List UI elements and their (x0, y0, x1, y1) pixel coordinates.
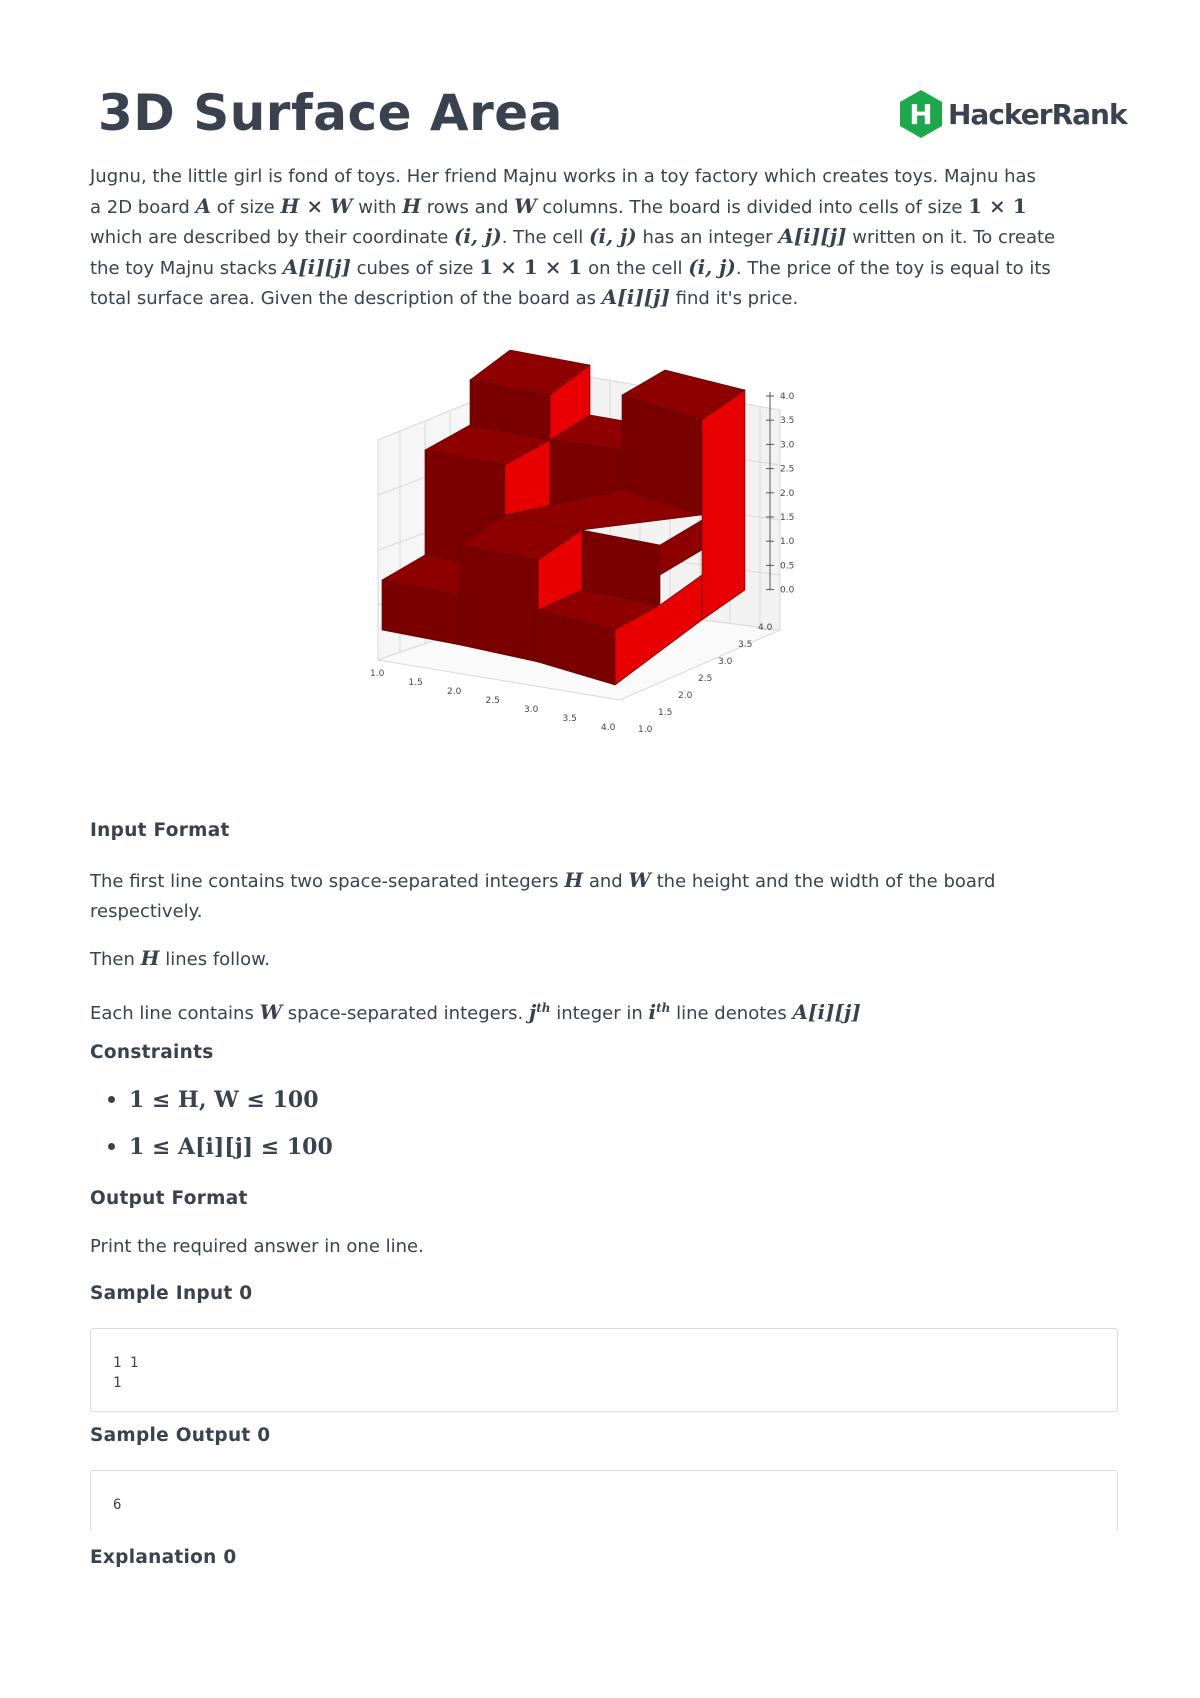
surface-area-figure (360, 350, 880, 790)
cube-face-front (460, 545, 538, 662)
sample-output-code: 6 (113, 1497, 122, 1513)
z-tick-label: 0.5 (780, 561, 795, 572)
x-tick-label: 1.5 (408, 678, 423, 688)
y-tick-label: 2.0 (678, 691, 693, 701)
z-tick-label: 3.0 (780, 440, 795, 451)
input-format-line: The first line contains two space-separated integers H and W the height and the width of the board (90, 868, 996, 892)
sample-output-box[interactable] (90, 1470, 1118, 1532)
x-tick-label: 3.5 (562, 714, 577, 724)
hackerrank-logo-text: HackerRank (948, 97, 1127, 131)
input-format-line: Then H lines follow. (90, 946, 270, 970)
constraint-item: 1 ≤ A[i][j] ≤ 100 (108, 1123, 333, 1170)
z-tick-label: 1.5 (780, 513, 795, 523)
hackerrank-logo-icon (896, 88, 946, 140)
svg-text:H: H (909, 98, 933, 131)
z-tick-label: 1.0 (780, 537, 795, 548)
constraints-list (108, 1076, 333, 1170)
y-tick-label: 2.5 (698, 674, 713, 684)
y-tick-label: 3.0 (718, 657, 733, 667)
x-tick-label: 3.0 (524, 705, 539, 715)
statement-line: which are described by their coordinate (i, j). The cell (i, j) has an integer A[i][j] written on it. To create (90, 224, 1056, 248)
output-format-heading: Output Format (90, 1188, 248, 1209)
sample-input-heading: Sample Input 0 (90, 1283, 253, 1304)
cube-face-side (702, 390, 745, 620)
input-format-text (90, 866, 1120, 926)
y-tick-label: 4.0 (758, 623, 773, 633)
statement-line: the toy Majnu stacks A[i][j] cubes of size 1 × 1 × 1 on the cell (i, j). The price of the toy is equal to its (90, 254, 1051, 279)
z-tick-label: 3.5 (780, 416, 795, 427)
statement-line: Jugnu, the little girl is fond of toys. Her friend Majnu works in a toy factory which creates toys. Majnu has (90, 166, 1036, 187)
sample-output-heading: Sample Output 0 (90, 1425, 271, 1446)
z-tick-label: 2.5 (780, 464, 795, 475)
constraints-heading: Constraints (90, 1042, 214, 1063)
z-tick-label: 4.0 (780, 392, 795, 402)
x-tick-label: 2.5 (485, 696, 500, 706)
z-tick-label: 2.0 (780, 488, 795, 499)
sample-input-box[interactable] (90, 1328, 1118, 1412)
output-format-text: Print the required answer in one line. (90, 1236, 424, 1257)
z-tick-label: 0.0 (780, 585, 795, 596)
statement-line: a 2D board A of size H × W with H rows and W columns. The board is divided into cells of size 1 × 1 (90, 193, 1027, 218)
y-tick-label: 1.0 (638, 725, 653, 735)
explanation-heading: Explanation 0 (90, 1547, 237, 1568)
y-tick-label: 3.5 (738, 640, 753, 650)
hackerrank-logo (896, 88, 1127, 140)
input-format-heading: Input Format (90, 820, 230, 841)
x-tick-label: 4.0 (601, 723, 616, 733)
x-tick-label: 2.0 (447, 687, 462, 697)
input-format-line: Each line contains W space-separated integers. $j^{th}$ integer in $i^{th}$ line denotes A[i][j] (90, 1000, 861, 1024)
page-title: 3D Surface Area (98, 84, 563, 142)
statement-line: total surface area. Given the description of the board as A[i][j] find it's price. (90, 285, 799, 309)
y-tick-label: 1.5 (658, 708, 673, 718)
x-tick-label: 1.0 (370, 669, 385, 679)
constraint-item: 1 ≤ H, W ≤ 100 (108, 1076, 333, 1123)
input-format-line: respectively. (90, 900, 203, 922)
problem-statement (90, 162, 1120, 314)
sample-input-code: 1 1 1 (113, 1355, 139, 1391)
